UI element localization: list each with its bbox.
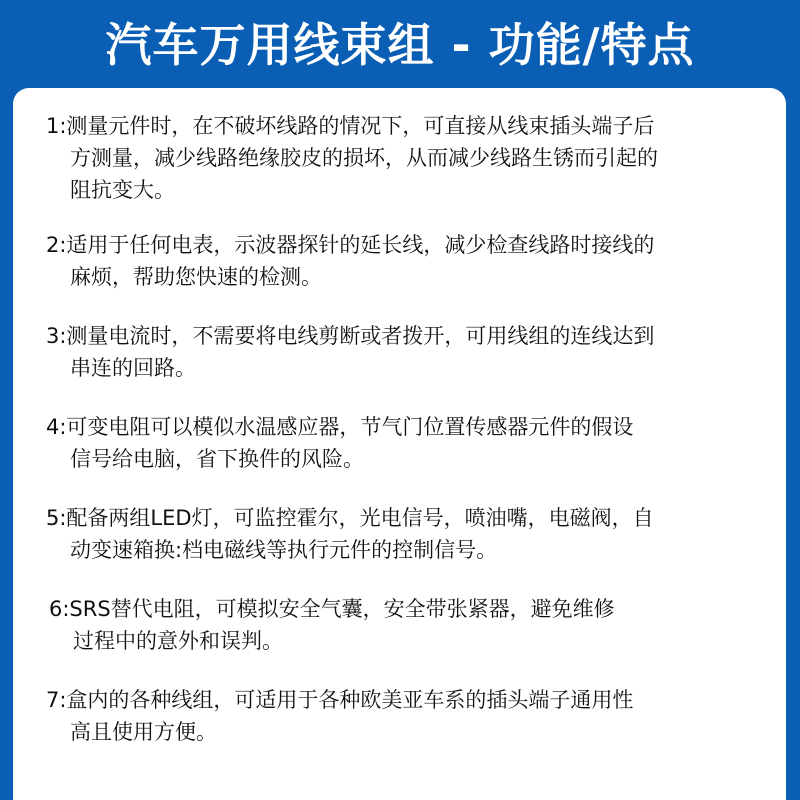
feature-5-line-1: 5:配备两组LED灯，可监控霍尔，光电信号，喷油嘴，电磁阀，自 — [46, 506, 654, 530]
feature-item-3 — [46, 320, 781, 384]
content-panel — [13, 88, 786, 800]
feature-7-line-1: 7:盒内的各种线组，可适用于各种欧美亚车系的插头端子通用性 — [46, 688, 634, 712]
feature-1-line-1: 1:测量元件时，在不破坏线路的情况下，可直接从线束插头端子后 — [46, 114, 655, 138]
page-title: 汽车万用线束组 - 功能/特点 — [105, 18, 695, 72]
feature-1-line-2: 方测量，减少线路绝缘胶皮的损坏，从而减少线路生锈而引起的 — [70, 146, 658, 170]
feature-item-7 — [46, 684, 781, 748]
feature-4-line-1: 4:可变电阻可以模似水温感应器，节气门位置传感器元件的假设 — [46, 415, 634, 439]
feature-1-line-3: 阻抗变大。 — [70, 178, 175, 202]
feature-3-line-2: 串连的回路。 — [70, 356, 196, 380]
feature-3-line-1: 3:测量电流时，不需要将电线剪断或者拨开，可用线组的连线达到 — [46, 324, 655, 348]
header-banner — [0, 0, 800, 84]
feature-2-line-2: 麻烦，帮助您快速的检测。 — [70, 265, 322, 289]
feature-item-1 — [46, 110, 781, 206]
feature-item-6 — [49, 593, 784, 657]
feature-2-line-1: 2:适用于任何电表，示波器探针的延长线，减少检查线路时接线的 — [46, 233, 655, 257]
feature-4-line-2: 信号给电脑，省下换件的风险。 — [70, 447, 364, 471]
feature-item-5 — [46, 502, 781, 566]
feature-5-line-2: 动变速箱换:档电磁线等执行元件的控制信号。 — [70, 538, 498, 562]
feature-item-2 — [46, 229, 781, 293]
feature-item-4 — [46, 411, 781, 475]
feature-7-line-2: 高且使用方便。 — [70, 720, 217, 744]
feature-6-line-1: 6:SRS替代电阻，可模拟安全气囊，安全带张紧器，避免维修 — [49, 597, 615, 621]
feature-6-line-2: 过程中的意外和误判。 — [73, 629, 283, 653]
